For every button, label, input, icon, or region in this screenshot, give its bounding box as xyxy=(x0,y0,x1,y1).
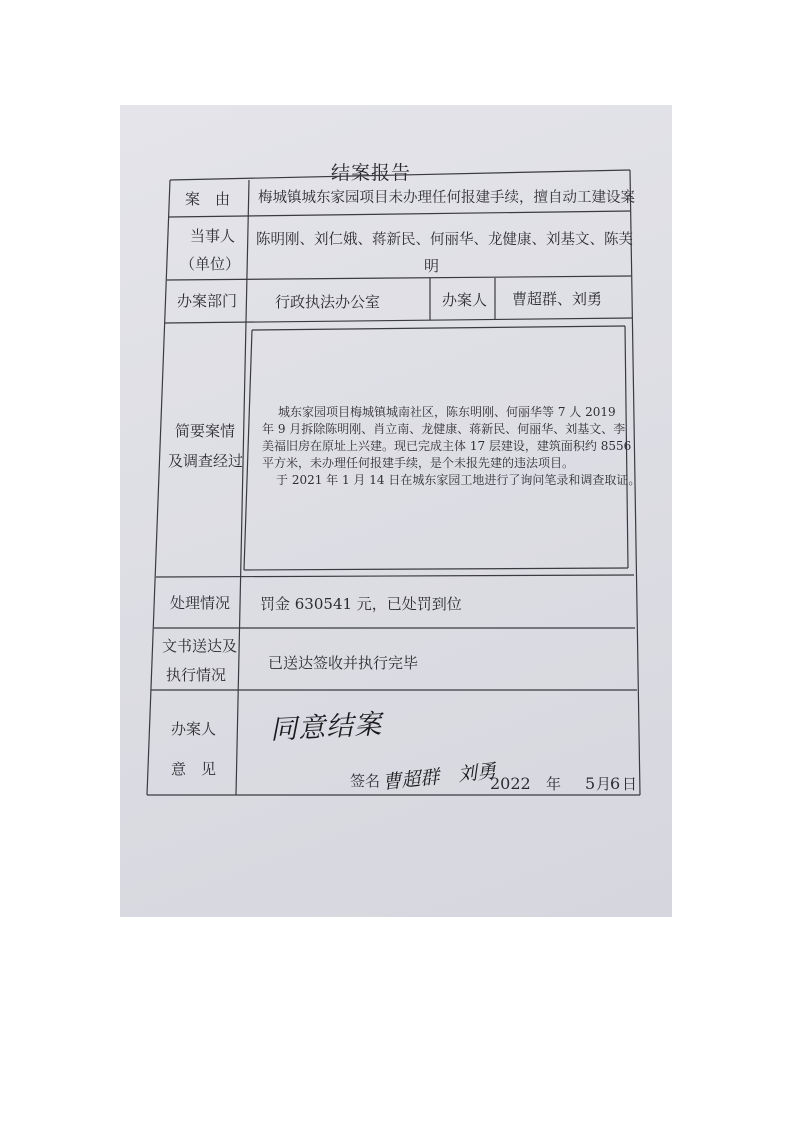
delivery-value: 已送达签收并执行完毕 xyxy=(268,654,419,672)
handling-value: 罚金 630541 元，已处罚到位 xyxy=(260,595,462,613)
signatures: 曹超群 刘勇 xyxy=(381,760,498,794)
summary-label: 简要案情 xyxy=(175,422,236,440)
delivery-label-2: 执行情况 xyxy=(166,666,227,684)
officer-value: 曹超群、刘勇 xyxy=(512,290,603,308)
summary-line-4: 平方米，未办理任何报建手续，是个未报先建的违法项目。 xyxy=(262,456,575,470)
date-day-unit: 日 xyxy=(622,775,638,793)
delivery-label: 文书送达及 xyxy=(162,637,238,655)
date-day: 6 xyxy=(610,774,621,793)
opinion-label-2: 意 见 xyxy=(171,760,217,778)
summary-line-2: 年 9 月拆除陈明刚、肖立南、龙健康、蒋新民、何丽华、刘基文、李 xyxy=(262,422,626,436)
opinion-label: 办案人 xyxy=(171,720,217,738)
date-month: 5 xyxy=(585,774,596,793)
party-value: 陈明刚、刘仁娥、蒋新民、何丽华、龙健康、刘基文、陈芙 xyxy=(256,232,633,248)
handling-label: 处理情况 xyxy=(170,594,231,612)
date-month-unit: 月 xyxy=(596,775,612,793)
summary-line-1: 城东家园项目梅城镇城南社区，陈东明刚、何丽华等 7 人 2019 xyxy=(278,405,616,419)
date-year: 2022 xyxy=(490,774,531,793)
summary-label-2: 及调查经过 xyxy=(168,452,244,470)
date-year-unit: 年 xyxy=(546,775,562,793)
party-label-unit: （单位） xyxy=(180,255,241,273)
summary-line-5: 于 2021 年 1 月 14 日在城东家园工地进行了询问笔录和调查取证。 xyxy=(276,473,641,487)
summary-line-3: 美福旧房在原址上兴建。现已完成主体 17 层建设，建筑面积约 8556 xyxy=(262,439,632,453)
opinion-handwritten: 同意结案 xyxy=(269,709,383,746)
sign-label: 签名 xyxy=(350,772,381,790)
party-label: 当事人 xyxy=(190,227,236,245)
party-value-cont: 明 xyxy=(424,257,440,275)
case-label: 案 由 xyxy=(185,190,231,208)
dept-label: 办案部门 xyxy=(177,292,238,310)
officer-label: 办案人 xyxy=(442,291,488,309)
dept-value: 行政执法办公室 xyxy=(275,293,381,311)
case-value: 梅城镇城东家园项目未办理任何报建手续，擅自动工建设案 xyxy=(258,190,635,206)
report-title: 结案报告 xyxy=(331,162,412,184)
